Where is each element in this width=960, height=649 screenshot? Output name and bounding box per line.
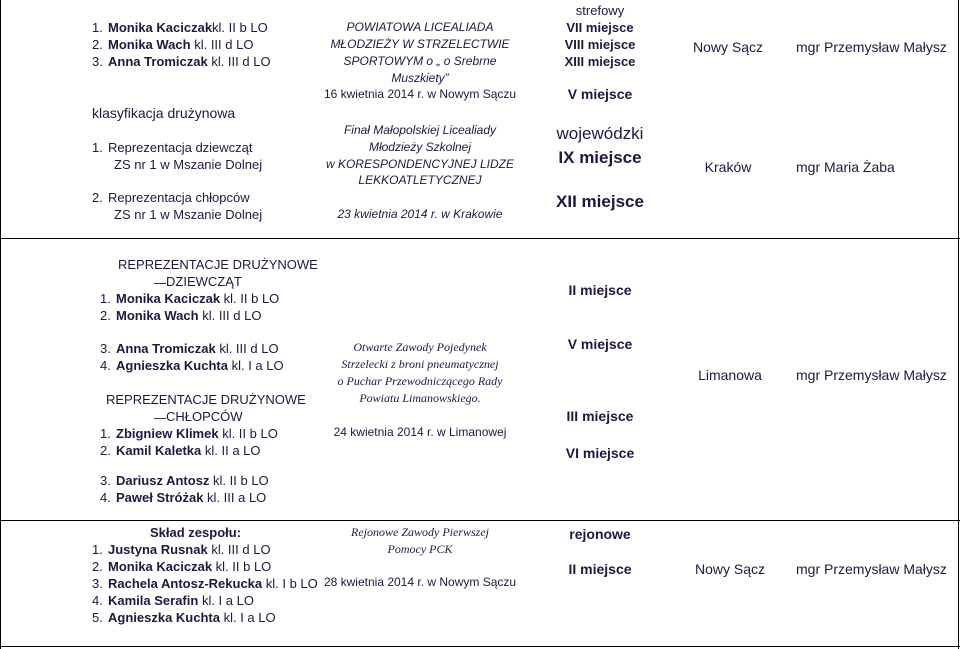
list-number: 3.: [92, 576, 103, 591]
student-name: Monika Wach: [116, 308, 199, 323]
team-name: Reprezentacja dziewcząt: [108, 140, 253, 155]
student-class: kl. III d LO: [207, 54, 271, 69]
place: V miejsce: [567, 86, 633, 102]
list-number: 1.: [100, 291, 111, 306]
student-class: kl. II b LO: [220, 291, 280, 306]
place: VIII miejsce: [564, 37, 636, 52]
r1-name-2: [92, 37, 253, 52]
student-class: kl. I a LO: [227, 358, 284, 373]
event-line: Otwarte Zawody Pojedynek: [353, 340, 487, 354]
teacher: mgr Przemysław Małysz: [796, 561, 947, 577]
r2-boy-4: [100, 490, 266, 505]
r2-boy-3: [100, 473, 269, 488]
student-class: kl. II b LO: [212, 559, 272, 574]
row-divider-2: [0, 520, 960, 521]
list-number: 1.: [92, 140, 103, 155]
list-number: 4.: [100, 490, 111, 505]
list-number: 1.: [100, 426, 111, 441]
student-name: Rachela Antosz-Rekucka: [108, 576, 263, 591]
team-school: ZS nr 1 w Mszanie Dolnej: [114, 207, 263, 222]
event-line: SPORTOWYM o „ o Srebrne: [343, 54, 497, 68]
r2-girl-1: [100, 291, 279, 306]
list-number: 4.: [92, 593, 103, 608]
boys-heading: REPREZENTACJE DRUŻYNOWE: [106, 392, 306, 407]
place: II miejsce: [568, 282, 632, 298]
student-class: kl. II b LO: [212, 20, 268, 35]
student-name: Monika Kaciczak: [108, 20, 213, 35]
student-name: Anna Tromiczak: [116, 341, 216, 356]
student-class: kl. I b LO: [262, 576, 318, 591]
event-line: Muszkiety”: [391, 71, 449, 85]
boys-heading-sub: CHŁOPCÓW: [166, 409, 243, 424]
event-date: 16 kwietnia 2014 r. w Nowym Sączu: [323, 87, 517, 101]
place: IX miejsce: [558, 148, 642, 167]
r3-member-2: [92, 559, 271, 574]
student-class: kl. III a LO: [203, 490, 267, 505]
event-date: 28 kwietnia 2014 r. w Nowym Sączu: [323, 575, 517, 589]
city: Limanowa: [698, 367, 762, 383]
student-class: kl. III d LO: [215, 341, 279, 356]
r2-girl-4: [100, 358, 284, 373]
event-date: 24 kwietnia 2014 r. w Limanowej: [333, 425, 507, 439]
competition-level: strefowy: [575, 3, 625, 18]
event-date: 23 kwietnia 2014 r. w Krakowie: [337, 207, 503, 221]
student-name: Monika Wach: [108, 37, 191, 52]
team-name: Reprezentacja chłopców: [108, 190, 250, 205]
event-line: Młodzieży Szkolnej: [368, 140, 472, 154]
student-class: kl. I a LO: [198, 593, 254, 608]
teacher: mgr Przemysław Małysz: [796, 367, 947, 383]
event-line: LEKKOATLETYCZNEJ: [358, 173, 482, 187]
left-border: [0, 0, 1, 649]
city: Nowy Sącz: [692, 39, 764, 55]
r3-member-4: [92, 593, 254, 608]
list-number: 3.: [92, 54, 103, 69]
team-classification-heading: klasyfikacja drużynowa: [92, 105, 236, 121]
event-line: w KORESPONDENCYJNEJ LIDZE: [325, 157, 515, 171]
student-name: Paweł Stróżak: [116, 490, 204, 505]
place: V miejsce: [567, 336, 633, 352]
team-school: ZS nr 1 w Mszanie Dolnej: [114, 157, 263, 172]
list-number: 2.: [92, 37, 103, 52]
city: Kraków: [704, 159, 752, 175]
heading-underline: [154, 418, 166, 419]
r1-name-1: [92, 20, 268, 35]
r1-team-2: [92, 190, 250, 205]
right-border: [958, 0, 959, 649]
list-number: 2.: [100, 443, 111, 458]
list-number: 4.: [100, 358, 111, 373]
list-number: 5.: [92, 610, 103, 625]
list-number: 1.: [92, 542, 103, 557]
event-line: Pomocy PCK: [387, 542, 453, 556]
row-divider-3: [0, 646, 960, 647]
girls-heading: REPREZENTACJE DRUŻYNOWE: [118, 257, 318, 272]
student-name: Dariusz Antosz: [116, 473, 210, 488]
event-line: o Puchar Przewodniczącego Rady: [337, 374, 503, 388]
team-composition-heading: Skład zespołu:: [150, 525, 242, 540]
r2-boy-2: [100, 443, 261, 458]
student-name: Monika Kaciczak: [108, 559, 213, 574]
list-number: 2.: [92, 190, 103, 205]
student-name: Justyna Rusnak: [108, 542, 208, 557]
student-class: kl. I a LO: [219, 610, 276, 625]
teacher: mgr Maria Żaba: [796, 159, 895, 175]
list-number: 3.: [100, 473, 111, 488]
r2-girl-3: [100, 341, 279, 356]
girls-heading-sub: DZIEWCZĄT: [166, 274, 242, 289]
student-class: kl. III d LO: [190, 37, 254, 52]
student-name: Anna Tromiczak: [108, 54, 208, 69]
place: VI miejsce: [565, 445, 635, 461]
place: XIII miejsce: [564, 54, 636, 69]
student-class: kl. II b LO: [209, 473, 269, 488]
event-line: MŁODZIEŻY W STRZELECTWIE: [330, 37, 510, 51]
student-name: Kamila Serafin: [108, 593, 199, 608]
student-name: Monika Kaciczak: [116, 291, 221, 306]
r3-member-5: [92, 610, 276, 625]
student-name: Kamil Kaletka: [116, 443, 202, 458]
r2-boy-1: [100, 426, 278, 441]
place: XII miejsce: [556, 192, 644, 211]
row-divider-1: [0, 238, 960, 239]
r2-girl-2: [100, 308, 261, 323]
student-name: Zbigniew Klimek: [116, 426, 219, 441]
r1-team-1: [92, 140, 253, 155]
list-number: 2.: [92, 559, 103, 574]
student-class: kl. III d LO: [207, 542, 271, 557]
competition-level: wojewódzki: [556, 124, 644, 143]
r3-member-3: [92, 576, 318, 591]
heading-underline: [154, 283, 166, 284]
event-line: POWIATOWA LICEALIADA: [346, 20, 494, 34]
place: II miejsce: [568, 561, 632, 577]
student-name: Agnieszka Kuchta: [108, 610, 220, 625]
r3-member-1: [92, 542, 271, 557]
student-class: kl. III d LO: [198, 308, 262, 323]
r1-name-3: [92, 54, 271, 69]
competition-level: rejonowe: [569, 526, 631, 542]
list-number: 1.: [92, 20, 103, 35]
list-number: 2.: [100, 308, 111, 323]
event-line: Powiatu Limanowskiego.: [359, 391, 481, 405]
city: Nowy Sącz: [694, 561, 766, 577]
event-line: Strzelecki z broni pneumatycznej: [341, 357, 499, 371]
event-line: Finał Małopolskiej Licealiady: [343, 123, 497, 137]
list-number: 3.: [100, 341, 111, 356]
place: VII miejsce: [566, 20, 634, 35]
student-name: Agnieszka Kuchta: [116, 358, 228, 373]
event-line: Rejonowe Zawody Pierwszej: [351, 525, 489, 539]
teacher: mgr Przemysław Małysz: [796, 39, 947, 55]
place: III miejsce: [566, 408, 634, 424]
student-class: kl. II a LO: [201, 443, 261, 458]
student-class: kl. II b LO: [218, 426, 278, 441]
